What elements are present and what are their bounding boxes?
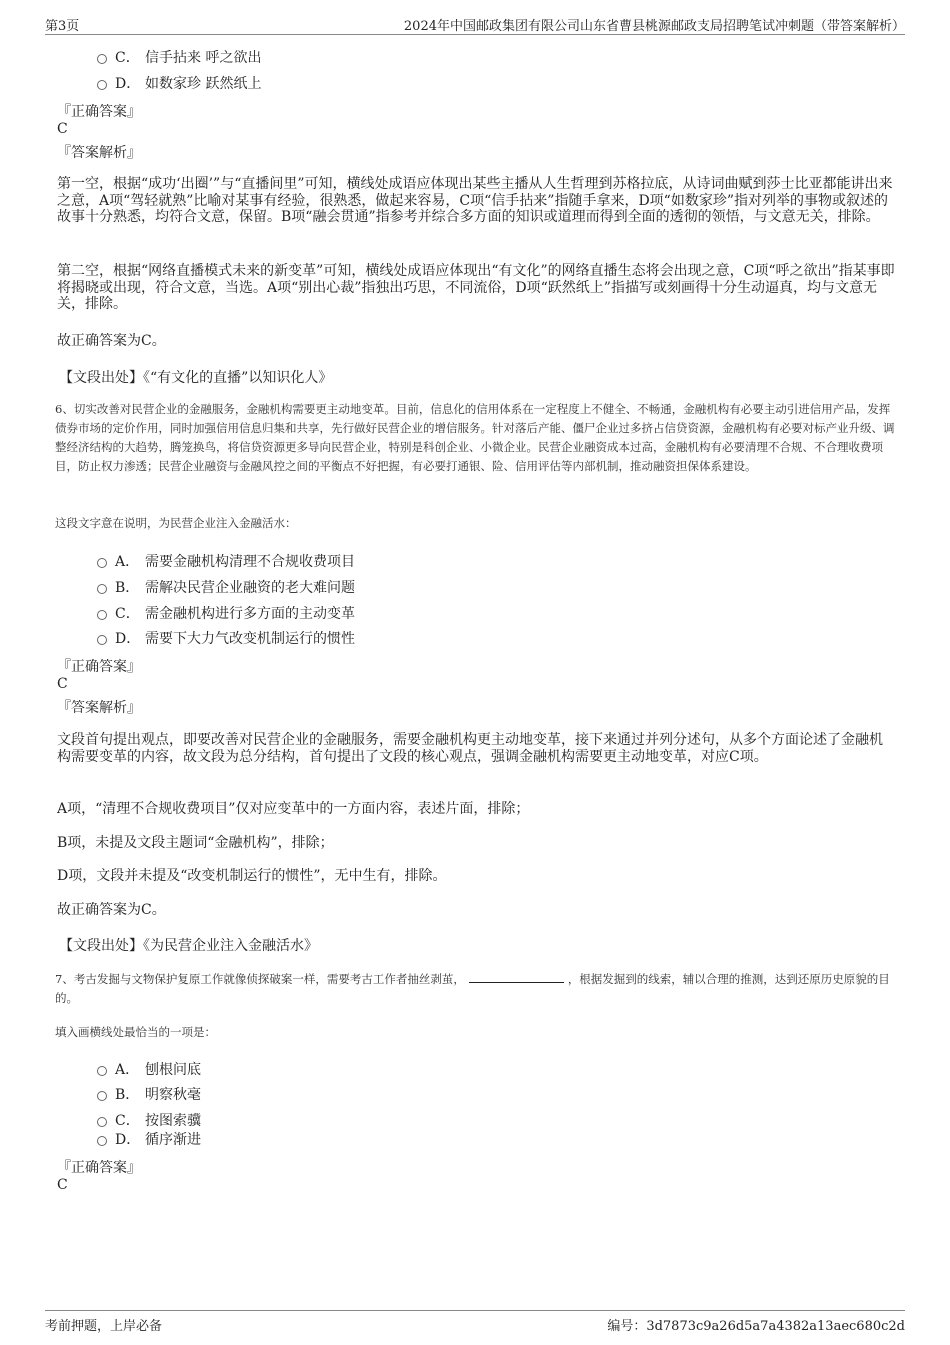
q6-analysis-para: 文段首句提出观点，即要改善对民营企业的金融服务，需要金融机构更主动地变革，接下来通过并列分述句，从多个方面论述了金融机构需要变革的内容，故文段为总分结构，首句提出了文段的核心观点，强调金融机构需要更主动地变革，对应C项。 [57, 732, 883, 765]
q7-option-b[interactable]: B． 明察秋毫 [97, 1084, 201, 1104]
q5-source: 【文段出处】《“有文化的直播”以知识化人》 [59, 370, 333, 386]
q5-answer: C [57, 121, 68, 137]
q7-stem: 7、考古发掘与文物保护复原工作就像侦探破案一样，需要考古工作者抽丝剥茧， ，根据发掘到的线索，辅以合理的推测，达到还原历史原貌的目的。 [55, 972, 890, 1005]
footer-slogan: 考前押题，上岸必备 [45, 1319, 163, 1334]
document-id: 编号：3d7873c9a26d5a7a4382a13aec680c2d [607, 1319, 905, 1334]
q5-conclusion: 故正确答案为C。 [57, 333, 166, 349]
q6-source: 【文段出处】《为民营企业注入金融活水》 [59, 938, 318, 954]
q5-option-c[interactable]: C． 信手拈来 呼之欲出 [97, 47, 261, 67]
q5-answer-label: 『正确答案』 [57, 104, 141, 120]
radio-icon[interactable] [97, 584, 107, 594]
q6-analysis-item: B项，未提及文段主题词“金融机构”，排除； [57, 835, 334, 851]
radio-icon[interactable] [97, 54, 107, 64]
q6-analysis-label: 『答案解析』 [57, 700, 141, 716]
q6-option-d[interactable]: D． 需要下大力气改变机制运行的惯性 [97, 628, 355, 648]
q6-option-a[interactable]: A． 需要金融机构清理不合规收费项目 [97, 551, 355, 571]
radio-icon[interactable] [97, 1091, 107, 1101]
q7-option-d[interactable]: D． 循序渐进 [97, 1129, 201, 1149]
q5-analysis-label: 『答案解析』 [57, 145, 141, 161]
radio-icon[interactable] [97, 558, 107, 568]
page-number: 第3页 [45, 19, 80, 34]
q6-conclusion: 故正确答案为C。 [57, 902, 166, 918]
q7-prompt: 填入画横线处最恰当的一项是： [55, 1025, 216, 1039]
fill-blank [469, 972, 564, 983]
radio-icon[interactable] [97, 635, 107, 645]
q7-option-c[interactable]: C． 按图索骥 [97, 1110, 201, 1130]
q7-answer: C [57, 1177, 68, 1193]
radio-icon[interactable] [97, 80, 107, 90]
q6-stem: 6、切实改善对民营企业的金融服务，金融机构需要更主动地变革。目前，信息化的信用体系在一定程度上不健全、不畅通，金融机构有必要主动引进信用产品，发挥债券市场的定价作用，同时加强信用信息归集和共享，先行做好民营企业的增信服务。针对落后产能、僵尸企业过多挤占信贷资源，金融机构有必要对标产业升级、调整经济结构的大趋势，腾笼换鸟，将信贷资源更多导向民营企业，特别是科创企业、小微企业。民营企业融资成本过高，金融机构有必要清理不合规、不合理收费项目，防止权力渗透；民营企业融资与金融风控之间的平衡点不好把握，有必要打通银、险、信用评估等内部机制，推动融资担保体系建设。 [55, 402, 895, 473]
radio-icon[interactable] [97, 610, 107, 620]
q6-prompt: 这段文字意在说明，为民营企业注入金融活水： [55, 516, 297, 530]
q6-option-c[interactable]: C． 需金融机构进行多方面的主动变革 [97, 603, 355, 623]
q6-analysis-item: A项，“清理不合规收费项目”仅对应变革中的一方面内容，表述片面，排除； [57, 801, 530, 817]
radio-icon[interactable] [97, 1136, 107, 1146]
q6-answer: C [57, 676, 68, 692]
q5-option-d[interactable]: D． 如数家珍 跃然纸上 [97, 73, 261, 93]
q6-answer-label: 『正确答案』 [57, 659, 141, 675]
q5-analysis-para: 第一空，根据“成功‘出圈’”与“直播间里”可知，横线处成语应体现出某些主播从人生哲理到苏格拉底，从诗词曲赋到莎士比亚都能讲出来之意，A项“驾轻就熟”比喻对某事有经验，很熟悉，做起来容易，C项“信手拈来”指随手拿来，D项“如数家珍”指对列举的事物或叙述的故事十分熟悉，均符合文意，保留。B项“融会贯通”指参考并综合多方面的知识或道理而得到全面的透彻的领悟，与文意无关，排除。 [57, 176, 893, 225]
q5-analysis-para: 第二空，根据“网络直播模式未来的新变革”可知，横线处成语应体现出“有文化”的网络直播生态将会出现之意，C项“呼之欲出”指某事即将揭晓或出现，符合文意，当选。A项“别出心裁”指独出巧思，不同流俗，D项“跃然纸上”指描写或刻画得十分生动逼真，均与文意无关，排除。 [57, 263, 895, 312]
q6-analysis-item: D项，文段并未提及“改变机制运行的惯性”，无中生有，排除。 [57, 868, 447, 884]
page-footer [45, 1310, 905, 1334]
radio-icon[interactable] [97, 1066, 107, 1076]
q6-option-b[interactable]: B． 需解决民营企业融资的老大难问题 [97, 577, 355, 597]
q7-answer-label: 『正确答案』 [57, 1160, 141, 1176]
page-header [45, 14, 905, 35]
radio-icon[interactable] [97, 1117, 107, 1127]
q7-option-a[interactable]: A． 刨根问底 [97, 1059, 201, 1079]
document-title: 2024年中国邮政集团有限公司山东省曹县桃源邮政支局招聘笔试冲刺题（带答案解析） [403, 19, 905, 34]
